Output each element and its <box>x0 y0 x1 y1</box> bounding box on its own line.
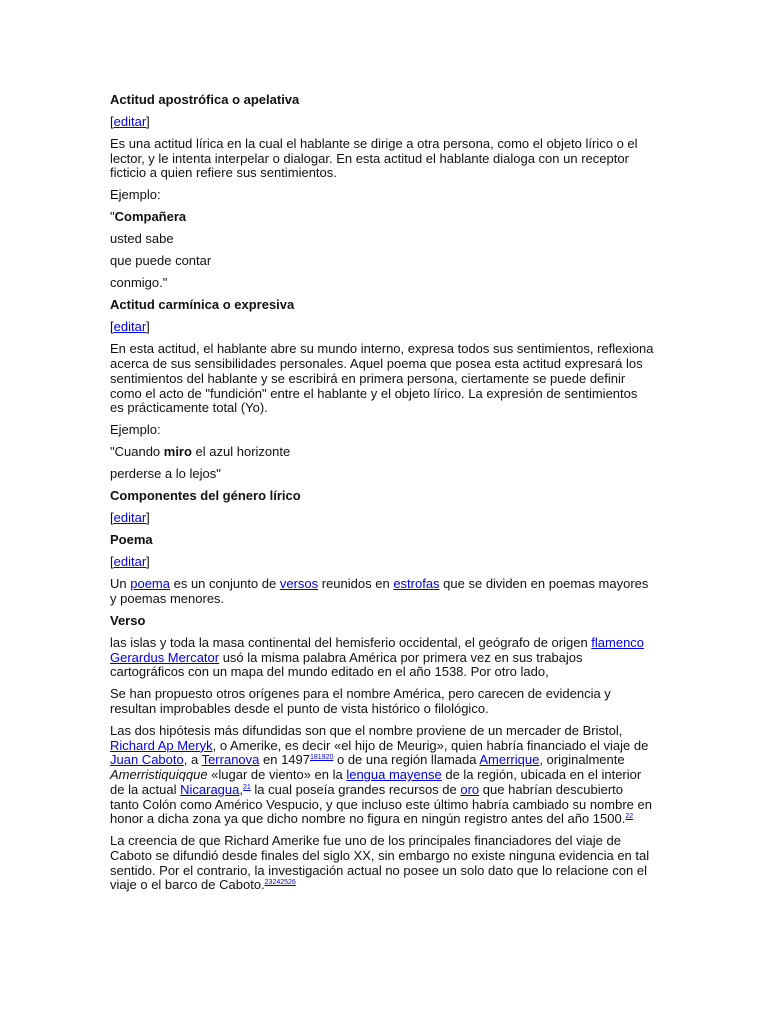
link-gerardus-mercator[interactable]: Gerardus Mercator <box>110 649 220 665</box>
section-heading-apostrofica: Actitud apostrófica o apelativa <box>110 92 300 107</box>
poem-line: usted sabe <box>110 231 174 247</box>
paragraph-poema: Un poema es un conjunto de versos reunidos en estrofas que se dividen en poemas mayores y poemas menores. <box>110 576 649 606</box>
poem-line: que puede contar <box>110 253 212 269</box>
edit-section-componentes: [editar] <box>110 510 150 526</box>
paragraph-mercator: las islas y toda la masa continental del hemisferio occidental, el geógrafo de origen flamenco Gerardus Mercator usó la misma palabra América por primera vez en sus trabajos cartográficos con un mapa del mundo editado en el año 1538. Por otro lado, <box>110 634 645 680</box>
section-heading-poema: Poema <box>110 532 153 548</box>
edit-link[interactable]: editar <box>113 554 147 570</box>
poem-line: perderse a lo lejos" <box>110 466 221 482</box>
example-label: Ejemplo: <box>110 422 161 438</box>
link-terranova[interactable]: Terranova <box>201 752 260 768</box>
link-poema[interactable]: poema <box>130 576 170 592</box>
link-oro[interactable]: oro <box>460 781 480 797</box>
link-flamenco[interactable]: flamenco <box>591 634 645 650</box>
citation-link[interactable]: 181920 <box>310 754 334 762</box>
link-juan-caboto[interactable]: Juan Caboto <box>110 752 184 768</box>
section-heading-carminica: Actitud carmínica o expresiva <box>110 297 295 313</box>
citation-link[interactable]: 21 <box>243 783 251 791</box>
poem-line: "Cuando miro el azul horizonte <box>110 444 291 460</box>
edit-link[interactable]: editar <box>113 114 147 129</box>
edit-link[interactable]: editar <box>113 510 147 526</box>
paragraph-otros-origenes: Se han propuesto otros orígenes para el nombre América, pero carecen de evidencia y resultan improbables desde el punto de vista histórico o filológico. <box>110 686 611 717</box>
paragraph-apostrofica: Es una actitud lírica en la cual el hablante se dirige a otra persona, como el objeto lírico o el lector, y le intenta interpelar o dialogar. En esta actitud el hablante dialoga con un receptor ficticio a quien refiere sus sentimientos. <box>110 136 638 181</box>
edit-section-carminica: [editar] <box>110 319 150 335</box>
section-heading-verso: Verso <box>110 612 146 628</box>
link-amerrique[interactable]: Amerrique <box>479 752 540 768</box>
paragraph-carminica: En esta actitud, el hablante abre su mundo interno, expresa todos sus sentimientos, reflexiona acerca de sus sensibilidades personales. Aquel poema que posea esta actitud expresará los sentimientos del hablante y se escribirá en primera persona, ciertamente se puede definir como el acto de "fundición" entre el hablante y el objeto lírico. La expresión de sentimientos es prácticamente total (Yo). <box>110 341 654 416</box>
link-richard-ap-meryk[interactable]: Richard Ap Meryk <box>110 737 213 753</box>
paragraph-hipotesis: Las dos hipótesis más difundidas son que el nombre proviene de un mercader de Bristol, Richard Ap Meryk, o Amerike, es decir «el hijo de Meurig», quien habría financiado el viaje de Juan Caboto, a Terranova en 1497$^{181920}$ o de una región llamada Amerrique, originalmente Amerristiquiqque «lugar de viento» en la lengua mayense de la región, ubicada en el interior de la actual Nicaragua,$^{21}$ la cual poseía grandes recursos de oro que habrían descubierto tanto Colón como Américo Vespucio, y que incluso este último habría cambiado su nombre en honor a dicha zona ya que dicho nombre no figura en ningún registro antes del año 1500.22 <box>110 723 652 827</box>
example-label: Ejemplo: <box>110 187 161 203</box>
link-lengua-mayense[interactable]: lengua mayense <box>346 767 442 783</box>
poem-line: conmigo." <box>110 275 168 291</box>
paragraph-creencia: La creencia de que Richard Amerike fue uno de los principales financiadores del viaje de Caboto se difundió desde finales del siglo XX, sin embargo no existe ninguna evidencia en tal sentido. Por el contrario, la investigación actual no posee un solo dato que lo relacione con el viaje o el barco de Caboto.$^{23242526}$ <box>110 833 650 893</box>
citation-link[interactable]: 22 <box>625 813 634 821</box>
document-page <box>110 93 654 900</box>
edit-link[interactable]: editar <box>113 319 147 335</box>
citation-link[interactable]: 23242526 <box>264 879 296 887</box>
link-nicaragua[interactable]: Nicaragua <box>180 781 240 797</box>
link-estrofas[interactable]: estrofas <box>393 576 440 592</box>
link-versos[interactable]: versos <box>279 576 319 592</box>
edit-section-poema: [editar] <box>110 554 150 570</box>
edit-section-apostrofica: [editar] <box>110 114 150 129</box>
section-heading-componentes: Componentes del género lírico <box>110 488 301 504</box>
poem-line: "Compañera <box>110 209 187 225</box>
